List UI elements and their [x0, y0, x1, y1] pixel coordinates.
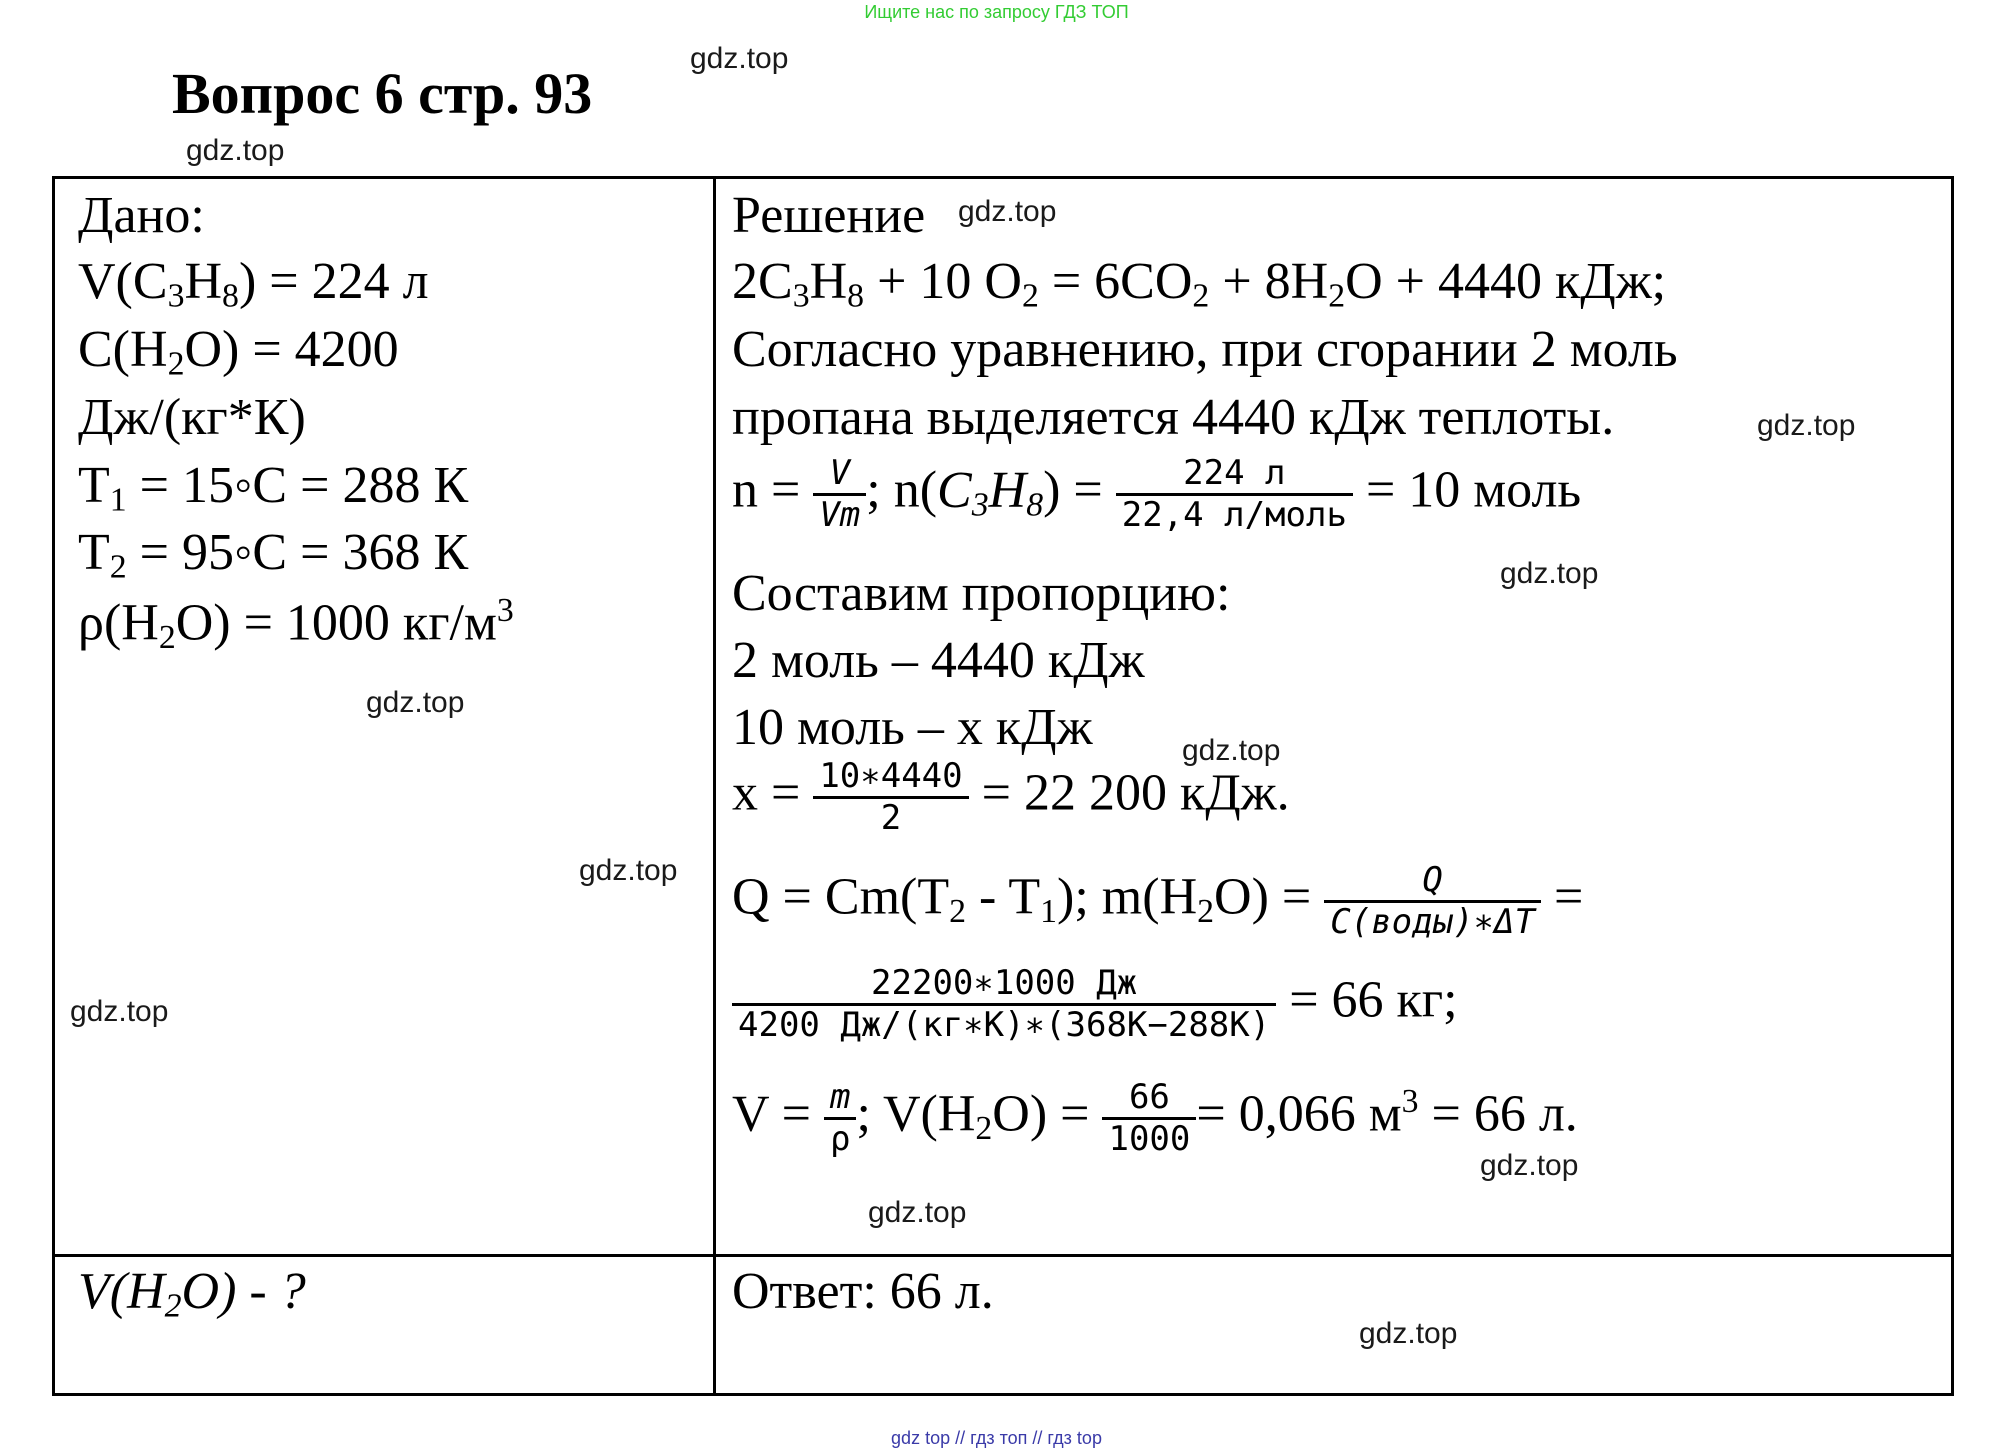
watermark: gdz.top	[1359, 1317, 1458, 1350]
top-banner: Ищите нас по запросу ГДЗ ТОП	[864, 2, 1129, 22]
mass-fraction: $\frac{22200∗1000 Дж}{4200 Дж/(кг∗К)∗(368К-288К)}$	[732, 964, 1276, 1045]
q-over-c-dt-fraction: $\frac{Q}{\text{C(воды)∗ΔT}}$	[1324, 861, 1541, 942]
solution-heading: Решение	[732, 187, 926, 244]
table-border-top	[52, 176, 1954, 179]
watermark: gdz.top	[690, 42, 789, 75]
moles-fraction: $\frac{224 л}{\text{22,4 л/моль}}$	[1116, 454, 1353, 535]
table-divider-vertical	[713, 176, 716, 1396]
solution-text-1: Согласно уравнению, при сгорании 2 моль	[732, 321, 1678, 378]
volume-over-molar-volume-fraction: $\frac{V}{Vm}$	[813, 454, 866, 535]
given-t2: $T_2$ = 95◦С = 368 К	[78, 524, 469, 586]
volume-calculation: V = $\frac{m}{\rho}$ ; $V(H_2O)$ = $\frac{66}{1000}$ = 0,066 $м^3 = 66$ л.	[732, 1077, 1578, 1160]
given-heat-capacity: $C(H_2O) = 4200$	[78, 321, 399, 383]
proportion-line-1: 2 моль – 4440 кДж	[732, 632, 1145, 689]
page-title: Вопрос 6 стр. 93	[172, 61, 593, 126]
given-volume: $V(C_3H_8) = 224$ л	[78, 253, 429, 315]
given-density: $\rho(H_2O) = 1000$ $кг/м^3$	[78, 592, 514, 657]
watermark: gdz.top	[868, 1196, 967, 1229]
given-find: $V(H_2O)$ - ?	[78, 1263, 306, 1325]
mass-calculation: $\frac{22200∗1000 Дж}{4200 Дж/(кг∗К)∗(368К-288К)}$ = 66 кг;	[732, 964, 1458, 1045]
given-t1: $T_1$ = 15◦С = 288 К	[78, 457, 469, 519]
watermark: gdz.top	[186, 134, 285, 167]
solution-text-2: пропана выделяется 4440 кДж теплоты.	[732, 389, 1615, 446]
mass-over-density-fraction: $\frac{m}{\rho}$	[824, 1078, 856, 1159]
watermark: gdz.top	[366, 686, 465, 719]
table-border-right	[1951, 176, 1954, 1396]
answer: Ответ: 66 л.	[732, 1263, 994, 1320]
moles-calculation: n = $\frac{V}{Vm}$ ; $n(C_3H_8)$ = $\frac{224 л}{\text{22,4 л/моль}}$ = 10 моль	[732, 453, 1582, 536]
table-border-bottom	[52, 1393, 1954, 1396]
reaction-equation: $2C_3H_8 + 10$ $O_2 = 6CO_2 + 8H_2O + 4440$ кДж;	[732, 253, 1667, 315]
given-heat-capacity-unit: Дж/(кг*К)	[78, 389, 306, 446]
watermark: gdz.top	[70, 995, 169, 1028]
x-calculation: x = $\frac{10∗4440}{2}$ = 22 200 кДж.	[732, 756, 1290, 839]
proportion-heading: Составим пропорцию:	[732, 565, 1231, 622]
watermark: gdz.top	[1480, 1149, 1579, 1182]
watermark: gdz.top	[1182, 734, 1281, 767]
volume-fraction: $\frac{66}{1000}$	[1102, 1078, 1196, 1159]
watermark: gdz.top	[1500, 557, 1599, 590]
table-divider-horizontal	[52, 1254, 1954, 1257]
bottom-banner: gdz top // гдз топ // гдз top	[891, 1428, 1102, 1448]
proportion-line-2: 10 моль – x кДж	[732, 699, 1093, 756]
table-border-left	[52, 176, 55, 1396]
given-heading: Дано:	[78, 187, 205, 244]
watermark: gdz.top	[579, 854, 678, 887]
heat-mass-formula: $Q = Cm(T_2 - T_1)$; $m(H_2O)$ = $\frac{Q}{\text{C(воды)∗ΔT}}$ =	[732, 860, 1584, 943]
watermark: gdz.top	[1757, 409, 1856, 442]
x-fraction: $\frac{10∗4440}{2}$	[813, 757, 968, 838]
watermark: gdz.top	[958, 195, 1057, 228]
